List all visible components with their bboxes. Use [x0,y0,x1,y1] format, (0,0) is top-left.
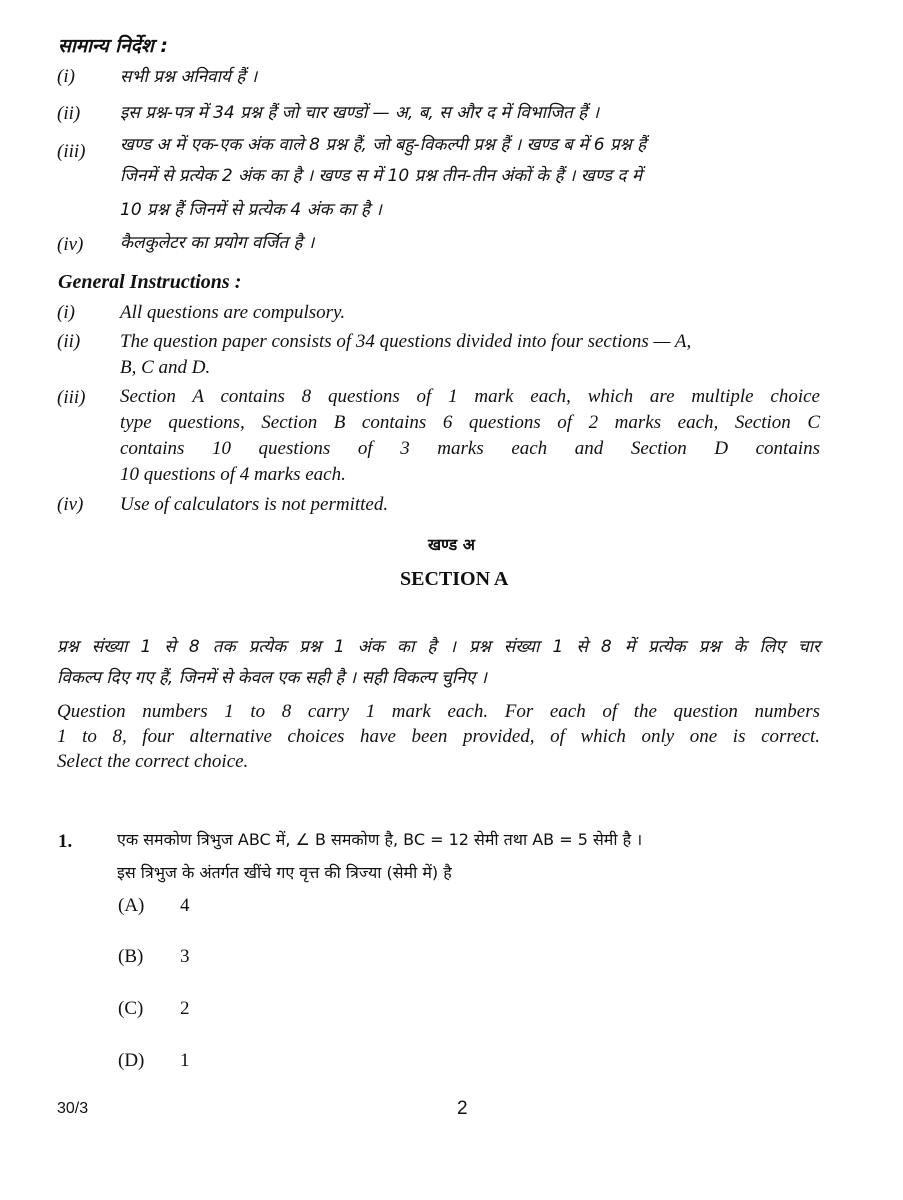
option-value: 2 [180,998,190,1019]
hindi-item-line: जिनमें से प्रत्येक 2 अंक का है । खण्ड स में 10 प्रश्न तीन-तीन अंकों के हैं । खण्ड द में [120,166,642,186]
option-value: 3 [180,946,190,967]
option-label: (A) [118,895,145,916]
question-number: 1. [58,831,73,852]
option-label: (D) [118,1050,145,1071]
english-item-number: (i) [57,302,75,323]
english-item-number: (iv) [57,494,84,515]
option-label: (C) [118,998,144,1019]
english-item-number: (ii) [57,331,81,352]
hindi-item-line: कैलकुलेटर का प्रयोग वर्जित है । [120,233,315,253]
hindi-item-line: खण्ड अ में एक-एक अंक वाले 8 प्रश्न हैं, जो बहु-विकल्पी प्रश्न हैं । खण्ड ब में 6 प्रश्न हैं [120,135,647,155]
english-item-line: 10 questions of 4 marks each. [120,464,346,485]
question-text-line: एक समकोण त्रिभुज ABC में, ∠ B समकोण है, BC = 12 सेमी तथा AB = 5 सेमी है । [117,830,643,849]
english-item-line: type questions, Section B contains 6 questions of 2 marks each, Section C [120,412,820,433]
english-item-line: Use of calculators is not permitted. [120,494,389,515]
option-value: 1 [180,1050,190,1071]
section-intro-hindi-line: प्रश्न संख्या 1 से 8 तक प्रत्येक प्रश्न 1 अंक का है । प्रश्न संख्या 1 से 8 में प्रत्येक प्रश्न के लिए चार [57,637,820,657]
english-item-number: (iii) [57,387,86,408]
hindi-instructions-heading: सामान्य निर्देश : [58,35,168,57]
hindi-item-number: (ii) [57,103,81,124]
paper-code: 30/3 [57,1100,89,1117]
english-item-line: contains 10 questions of 3 marks each and Section D contains [120,438,820,459]
hindi-item-line: 10 प्रश्न हैं जिनमें से प्रत्येक 4 अंक का है । [120,200,382,220]
english-item-line: All questions are compulsory. [120,302,346,323]
english-item-line: B, C and D. [120,357,211,378]
hindi-item-number: (iv) [57,234,84,255]
section-intro-hindi-line: विकल्प दिए गए हैं, जिनमें से केवल एक सही है । सही विकल्प चुनिए । [57,668,487,688]
hindi-item-number: (iii) [57,141,86,162]
page-number: 2 [457,1098,468,1119]
option-label: (B) [118,946,144,967]
section-title-hindi: खण्ड अ [427,535,476,554]
hindi-item-number: (i) [57,66,75,87]
hindi-item-line: सभी प्रश्न अनिवार्य हैं । [120,67,258,87]
question-text-line: इस त्रिभुज के अंतर्गत खींचे गए वृत्त की त्रिज्या (सेमी में) है [117,863,452,882]
english-item-line: The question paper consists of 34 questions divided into four sections — A, [120,331,692,352]
section-title-english: SECTION A [400,568,509,590]
section-intro-english-line: Select the correct choice. [57,751,249,772]
option-value: 4 [180,895,190,916]
english-item-line: Section A contains 8 questions of 1 mark each, which are multiple choice [120,386,820,407]
section-intro-english-line: Question numbers 1 to 8 carry 1 mark each. For each of the question numbers [57,701,820,722]
general-instructions-heading: General Instructions : [58,271,242,293]
hindi-item-line: इस प्रश्न-पत्र में 34 प्रश्न हैं जो चार खण्डों — अ, ब, स और द में विभाजित हैं । [120,103,600,123]
section-intro-english-line: 1 to 8, four alternative choices have been provided, of which only one is correct. [57,726,820,747]
